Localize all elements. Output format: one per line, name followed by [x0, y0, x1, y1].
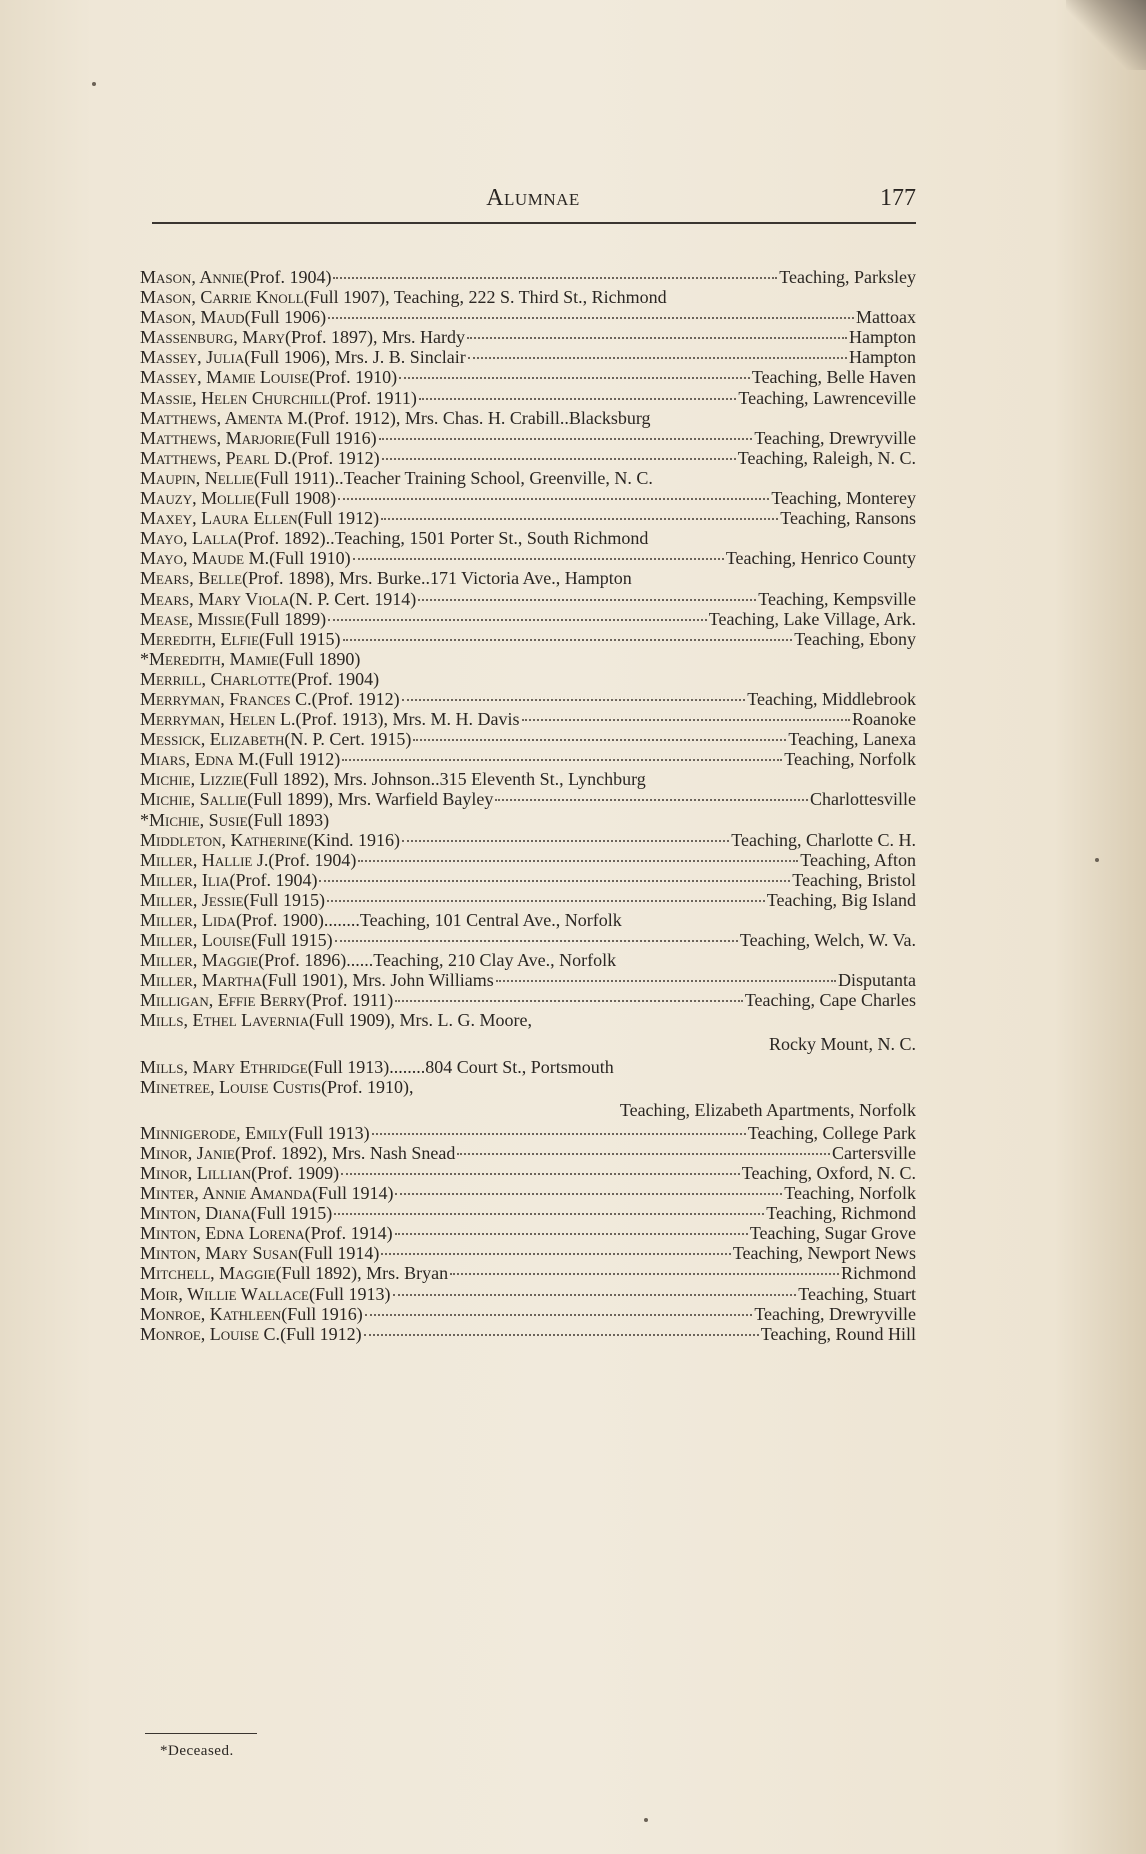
alumna-detail: (Full 1901), Mrs. John Williams: [261, 970, 494, 991]
alumna-entry: [140, 307, 916, 327]
alumna-detail: (Full 1915): [243, 889, 326, 910]
dot-leader: [328, 317, 854, 319]
alumna-detail: (Prof. 1914): [304, 1223, 393, 1244]
alumna-name: Middleton, Katherine: [140, 829, 308, 850]
alumna-name: *Michie, Susie: [140, 809, 248, 830]
alumna-occupation: Teaching, Kempsville: [758, 588, 916, 609]
alumna-detail: (Prof. 1913), Mrs. M. H. Davis: [295, 709, 520, 730]
alumna-entry: [140, 468, 916, 488]
alumna-detail: (Full 1912): [297, 508, 380, 529]
alumna-name: Mason, Carrie Knoll: [140, 287, 304, 308]
alumna-detail: (Kind. 1916): [307, 829, 401, 850]
running-head: Alumnae: [486, 185, 580, 211]
alumna-detail: (Prof. 1892), Mrs. Nash Snead: [234, 1142, 456, 1163]
alumna-entry: [140, 870, 916, 890]
dot-leader: [495, 799, 808, 801]
alumna-name: Mills, Ethel Lavernia: [140, 1010, 309, 1031]
alumna-name: Meredith, Elfie: [140, 628, 260, 649]
alumna-entry: [140, 287, 916, 307]
alumna-name: Miller, Ilia: [140, 869, 230, 890]
alumna-name: Minnigerode, Emily: [140, 1122, 289, 1143]
alumna-entry: [140, 609, 916, 629]
alumna-name: Mills, Mary Ethridge: [140, 1056, 308, 1077]
alumna-entry-continuation: Rocky Mount, N. C.: [768, 1033, 916, 1054]
alumna-occupation: Teaching, Henrico County: [725, 548, 916, 569]
dot-leader: [334, 1213, 764, 1215]
alumna-detail: (Prof. 1909): [251, 1162, 340, 1183]
dot-leader: [372, 1133, 746, 1135]
alumna-entry: [140, 1163, 916, 1183]
alumna-occupation: Teaching, Charlotte C. H.: [731, 829, 916, 850]
page-header: [150, 183, 916, 217]
alumna-name: Massie, Helen Churchill: [140, 387, 330, 408]
dot-leader: [333, 277, 777, 279]
alumna-detail: (Full 1912): [280, 1323, 362, 1344]
alumna-detail: (Full 1916): [295, 427, 377, 448]
alumna-occupation: Teaching, Lawrenceville: [738, 387, 916, 408]
alumna-detail: (Full 1912): [258, 749, 341, 770]
alumna-detail: (N. P. Cert. 1915): [284, 729, 412, 750]
alumna-occupation: Teaching, Newport News: [732, 1243, 916, 1264]
dot-leader: [382, 458, 736, 460]
dot-leader: [365, 1314, 753, 1316]
alumna-occupation: Teaching, Norfolk: [784, 1183, 916, 1204]
alumna-occupation: Teaching, Richmond: [766, 1203, 916, 1224]
alumna-detail: (Full 1915): [250, 1203, 333, 1224]
alumna-name: Miller, Louise: [140, 930, 252, 951]
alumna-entry: [140, 1203, 916, 1223]
dot-leader: [342, 759, 782, 761]
alumna-entry: [140, 548, 916, 568]
alumna-entry: [140, 830, 916, 850]
alumna-name: Massey, Mamie Louise: [140, 367, 310, 388]
dot-leader: [413, 739, 786, 741]
alumna-detail: (Prof. 1900)........Teaching, 101 Central Ave., Norfolk: [235, 910, 622, 930]
alumna-detail: (Prof. 1904): [268, 849, 357, 870]
alumna-entry: [140, 970, 916, 990]
alumna-detail: (Prof. 1904): [243, 267, 332, 287]
paper-speck: [644, 1818, 648, 1822]
alumna-entry: [140, 789, 916, 809]
alumna-occupation: Richmond: [841, 1263, 916, 1284]
alumna-occupation: Teaching, Parksley: [779, 267, 916, 287]
alumna-detail: (Full 1907), Teaching, 222 S. Third St., Richmond: [303, 287, 667, 308]
page-corner-fold: [1066, 0, 1146, 70]
alumna-name: Matthews, Pearl D.: [140, 447, 292, 468]
alumna-occupation: Teaching, Norfolk: [784, 749, 916, 770]
alumna-entry: [140, 649, 916, 669]
alumna-entry: [140, 850, 916, 870]
alumna-detail: (Full 1914): [311, 1183, 394, 1204]
dot-leader: [341, 1173, 740, 1175]
alumna-name: Merrill, Charlotte: [140, 668, 292, 689]
paper-speck: [92, 82, 96, 86]
alumna-occupation: Teaching, Ebony: [794, 628, 916, 649]
alumna-name: Michie, Sallie: [140, 789, 248, 810]
alumna-occupation: Teaching, Sugar Grove: [749, 1223, 916, 1244]
alumna-entry: [140, 749, 916, 769]
alumna-detail: (Full 1910): [269, 548, 351, 569]
alumna-name: Monroe, Kathleen: [140, 1303, 282, 1324]
page-number: 177: [880, 185, 916, 211]
alumna-entry: [140, 1123, 916, 1143]
alumna-name: Monroe, Louise C.: [140, 1323, 281, 1344]
alumna-detail: (Full 1893): [247, 809, 330, 830]
dot-leader: [335, 940, 738, 942]
alumna-entry: [140, 327, 916, 347]
alumna-detail: (Full 1899): [244, 608, 327, 629]
alumna-name: Minetree, Louise Custis: [140, 1076, 322, 1097]
alumna-occupation: Teaching, Big Island: [766, 889, 916, 910]
alumna-name: Massey, Julia: [140, 347, 245, 368]
alumna-detail: (Full 1916): [281, 1303, 363, 1324]
alumna-detail: (Prof. 1912), Mrs. Chas. H. Crabill..Blacksburg: [307, 407, 651, 428]
alumna-detail: (Prof. 1904): [291, 668, 380, 689]
alumna-detail: (Prof. 1910): [309, 367, 398, 388]
alumna-entry: [140, 769, 916, 789]
alumna-detail: (Full 1913)........804 Court St., Portsmouth: [307, 1056, 614, 1077]
alumna-entry: [140, 367, 916, 387]
alumna-detail: (Full 1892), Mrs. Johnson..315 Eleventh St., Lynchburg: [243, 769, 646, 790]
alumna-occupation: Mattoax: [856, 307, 916, 328]
alumna-name: Mason, Annie: [140, 267, 244, 287]
alumna-detail: (Full 1899), Mrs. Warfield Bayley: [247, 789, 494, 810]
alumna-occupation: Teaching, Round Hill: [760, 1323, 916, 1344]
alumna-name: Mason, Maud: [140, 307, 245, 328]
dot-leader: [343, 639, 793, 641]
alumna-name: Matthews, Amenta M.: [140, 407, 308, 428]
alumna-entry: [140, 930, 916, 950]
alumna-occupation: Teaching, Bristol: [792, 869, 916, 890]
alumna-detail: (Prof. 1912): [311, 688, 400, 709]
alumna-name: Mease, Missie: [140, 608, 245, 629]
dot-leader: [328, 619, 707, 621]
alumna-occupation: Teaching, Drewryville: [754, 1303, 916, 1324]
alumna-name: Miller, Lida: [140, 910, 236, 930]
alumna-entry: [140, 488, 916, 508]
alumna-entry: [140, 629, 916, 649]
alumna-detail: (Full 1915): [251, 930, 333, 951]
alumna-entry: [140, 1263, 916, 1283]
alumna-name: Minor, Lillian: [140, 1162, 252, 1183]
dot-leader: [364, 1334, 759, 1336]
alumna-name: Milligan, Effie Berry: [140, 990, 306, 1011]
alumna-detail: (Prof. 1898), Mrs. Burke..171 Victoria Ave., Hampton: [242, 568, 632, 589]
alumna-detail: (Full 1909), Mrs. L. G. Moore,: [308, 1010, 532, 1031]
alumna-detail: (Prof. 1912): [291, 447, 380, 468]
alumna-occupation: Teaching, Ransons: [780, 508, 916, 529]
alumna-entry: [140, 267, 916, 287]
dot-leader: [327, 900, 765, 902]
dot-leader: [402, 840, 729, 842]
alumna-detail: (Prof. 1896)......Teaching, 210 Clay Ave., Norfolk: [258, 950, 617, 971]
dot-leader: [399, 377, 750, 379]
alumna-occupation: Teaching, College Park: [747, 1122, 916, 1143]
alumna-occupation: Teaching, Monterey: [771, 488, 916, 509]
alumna-detail: (Full 1906): [244, 307, 327, 328]
alumna-detail: (Full 1915): [259, 628, 341, 649]
dot-leader: [319, 880, 790, 882]
alumna-entry: [140, 1223, 916, 1243]
alumna-detail: (Full 1911)..Teacher Training School, Greenville, N. C.: [253, 467, 653, 488]
alumna-name: Miller, Jessie: [140, 889, 244, 910]
alumna-entry: [140, 568, 916, 588]
alumna-name: Merryman, Frances C.: [140, 688, 312, 709]
dot-leader: [457, 1153, 830, 1155]
alumna-entry: [140, 428, 916, 448]
alumna-detail: (Prof. 1910),: [321, 1076, 414, 1097]
alumna-entry: [140, 669, 916, 689]
dot-leader: [402, 699, 746, 701]
alumna-name: Miller, Martha: [140, 970, 262, 991]
alumna-name: Matthews, Marjorie: [140, 427, 296, 448]
alumna-name: Minton, Diana: [140, 1203, 251, 1224]
alumna-entry: [140, 1183, 916, 1203]
alumna-name: Massenburg, Mary: [140, 327, 286, 348]
paper-speck: [1095, 858, 1099, 862]
alumna-name: Mayo, Maude M.: [140, 548, 270, 569]
alumnae-list: [140, 267, 916, 1344]
alumna-occupation: Disputanta: [838, 970, 916, 991]
alumna-entry: [140, 729, 916, 749]
alumna-entry: [140, 1243, 916, 1263]
alumna-entry: [140, 689, 916, 709]
alumna-occupation: Teaching, Stuart: [798, 1283, 916, 1304]
alumna-name: *Meredith, Mamie: [140, 648, 279, 669]
dot-leader: [522, 719, 851, 721]
alumna-name: Mayo, Lalla: [140, 528, 238, 549]
dot-leader: [379, 438, 753, 440]
alumna-occupation: Teaching, Drewryville: [754, 427, 916, 448]
dot-leader: [338, 498, 769, 500]
alumna-name: Mauzy, Mollie: [140, 488, 255, 509]
dot-leader: [381, 1253, 730, 1255]
dot-leader: [467, 337, 847, 339]
alumna-name: Messick, Elizabeth: [140, 729, 285, 750]
alumna-occupation: Teaching, Lake Village, Ark.: [708, 608, 916, 629]
alumna-occupation: Hampton: [849, 347, 916, 368]
alumna-occupation: Teaching, Lanexa: [788, 729, 916, 750]
footnote-rule: [145, 1733, 257, 1734]
alumna-name: Moir, Willie Wallace: [140, 1283, 309, 1304]
alumna-detail: (Full 1906), Mrs. J. B. Sinclair: [244, 347, 466, 368]
alumna-name: Minor, Janie: [140, 1142, 235, 1163]
alumna-occupation: Teaching, Cape Charles: [744, 990, 916, 1011]
alumna-detail: (Full 1892), Mrs. Bryan: [275, 1263, 449, 1284]
alumna-name: Miller, Maggie: [140, 950, 259, 971]
alumna-occupation: Teaching, Raleigh, N. C.: [737, 447, 916, 468]
alumna-detail: (Prof. 1892)..Teaching, 1501 Porter St., South Richmond: [237, 528, 649, 549]
alumna-occupation: Roanoke: [852, 709, 916, 730]
alumna-entry: [140, 448, 916, 468]
dot-leader: [395, 1193, 782, 1195]
dot-leader: [419, 398, 736, 400]
alumna-name: Minton, Edna Lorena: [140, 1223, 305, 1244]
alumna-entry: [140, 709, 916, 729]
alumna-occupation: Hampton: [849, 327, 916, 348]
footnote: *Deceased.: [160, 1743, 234, 1759]
alumna-name: Maxey, Laura Ellen: [140, 508, 298, 529]
alumna-name: Minter, Annie Amanda: [140, 1183, 312, 1204]
dot-leader: [468, 357, 847, 359]
alumna-entry: [140, 1304, 916, 1324]
alumna-entry: [140, 388, 916, 408]
alumna-entry: [140, 1057, 916, 1077]
alumna-entry: [140, 1010, 916, 1030]
alumna-entry: [140, 1077, 916, 1097]
alumna-entry: [140, 508, 916, 528]
alumna-detail: (Full 1913): [288, 1122, 370, 1143]
alumna-name: Michie, Lizzie: [140, 769, 244, 790]
alumna-entry: [140, 890, 916, 910]
alumna-detail: (Prof. 1904): [229, 869, 318, 890]
alumna-name: Miller, Hallie J.: [140, 849, 269, 870]
dot-leader: [381, 518, 778, 520]
alumna-name: Mitchell, Maggie: [140, 1263, 276, 1284]
alumna-occupation: Cartersville: [832, 1142, 916, 1163]
alumna-entry: [140, 910, 916, 930]
dot-leader: [395, 1000, 743, 1002]
alumna-occupation: Teaching, Welch, W. Va.: [739, 930, 916, 951]
dot-leader: [393, 1294, 797, 1296]
alumna-name: Mears, Mary Viola: [140, 588, 290, 609]
alumna-occupation: Teaching, Oxford, N. C.: [741, 1162, 916, 1183]
alumna-name: Maupin, Nellie: [140, 467, 254, 488]
alumna-name: Merryman, Helen L.: [140, 709, 296, 730]
alumna-entry: [140, 990, 916, 1010]
alumna-detail: (Prof. 1911): [305, 990, 394, 1011]
alumna-entry-continuation: Teaching, Elizabeth Apartments, Norfolk: [619, 1099, 916, 1120]
dot-leader: [418, 599, 756, 601]
alumna-entry: [140, 810, 916, 830]
alumna-entry: [140, 1284, 916, 1304]
alumna-name: Minton, Mary Susan: [140, 1243, 298, 1264]
alumna-detail: (Full 1914): [297, 1243, 380, 1264]
dot-leader: [450, 1273, 839, 1275]
header-rule: [152, 222, 916, 224]
alumna-detail: (Full 1913): [308, 1283, 391, 1304]
alumna-occupation: Teaching, Belle Haven: [751, 367, 916, 388]
alumna-entry: [140, 347, 916, 367]
dot-leader: [353, 558, 724, 560]
alumna-name: Mears, Belle: [140, 568, 243, 589]
alumna-occupation: Teaching, Middlebrook: [747, 688, 916, 709]
alumna-detail: (N. P. Cert. 1914): [289, 588, 417, 609]
dot-leader: [395, 1233, 748, 1235]
alumna-name: Miars, Edna M.: [140, 749, 259, 770]
alumna-entry: [140, 408, 916, 428]
alumna-detail: (Full 1890): [278, 648, 361, 669]
dot-leader: [496, 980, 836, 982]
alumna-entry: [140, 1324, 916, 1344]
alumna-entry: [140, 950, 916, 970]
alumna-detail: (Full 1908): [254, 488, 337, 509]
alumna-detail: (Prof. 1911): [329, 387, 417, 408]
alumna-occupation: Charlottesville: [810, 789, 916, 810]
alumna-occupation: Teaching, Afton: [800, 849, 916, 870]
dot-leader: [358, 860, 798, 862]
alumna-detail: (Prof. 1897), Mrs. Hardy: [285, 327, 466, 348]
alumna-entry: [140, 1143, 916, 1163]
alumna-entry: [140, 528, 916, 548]
alumna-entry: [140, 589, 916, 609]
